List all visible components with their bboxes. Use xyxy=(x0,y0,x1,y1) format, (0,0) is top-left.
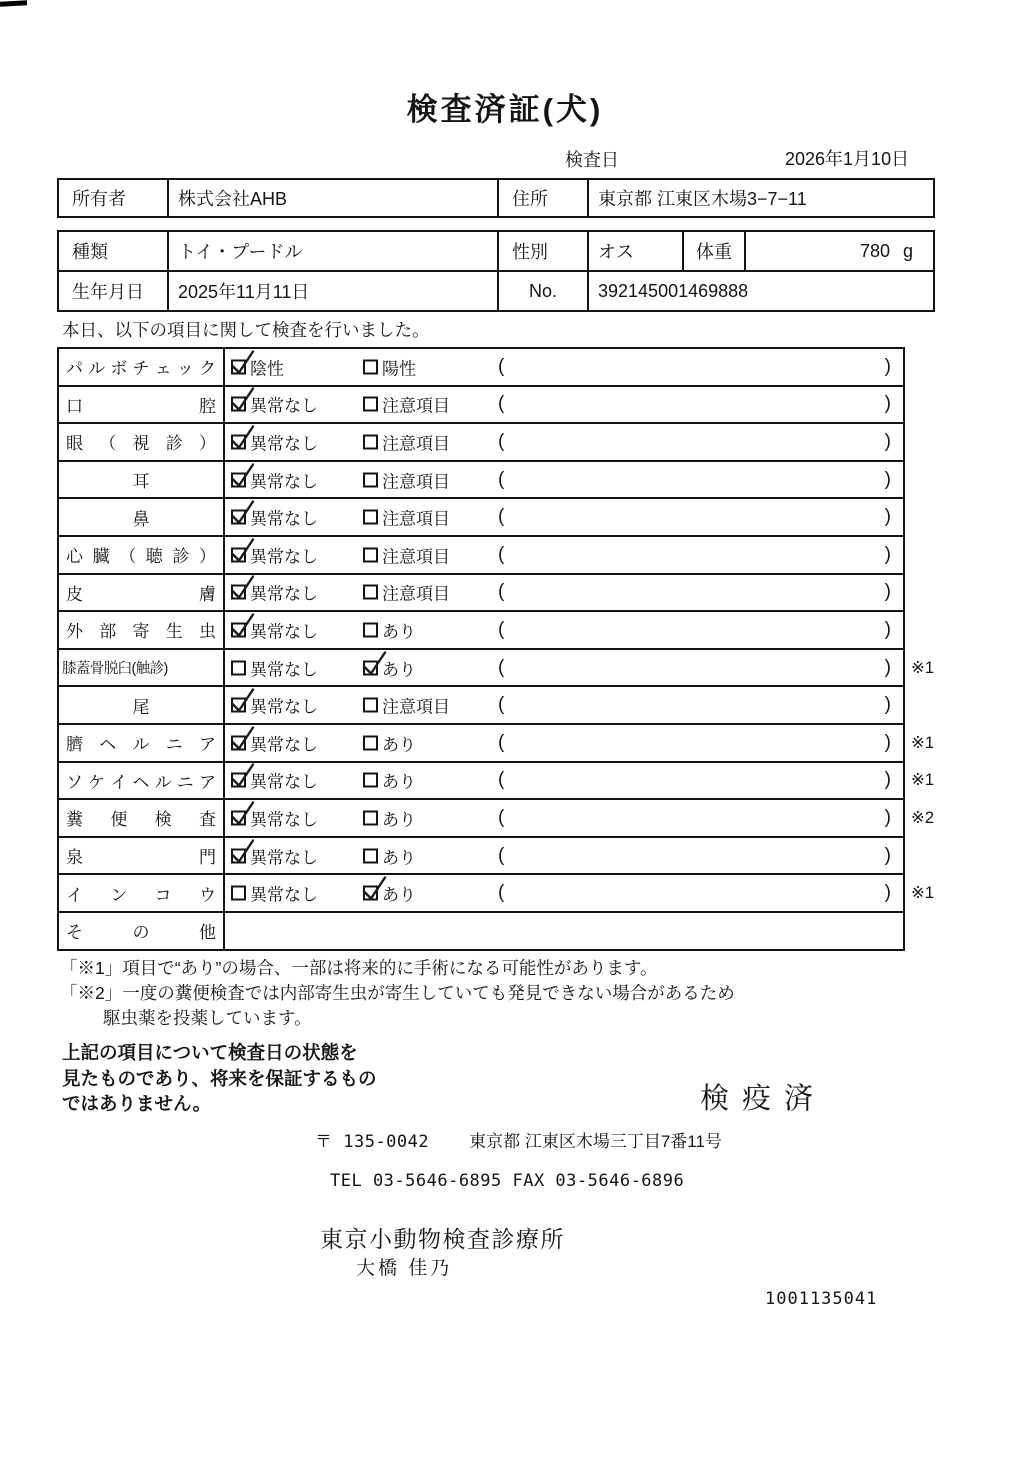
checkbox xyxy=(231,434,246,449)
checkmark-icon xyxy=(360,649,388,677)
checkbox xyxy=(363,848,378,863)
checklist-option xyxy=(231,580,318,605)
checkmark-icon xyxy=(228,837,256,865)
option-label: 異常なし xyxy=(250,772,318,792)
checklist-option xyxy=(363,693,450,718)
option-label: 異常なし xyxy=(250,885,318,905)
postal-code: 〒 135-0042 xyxy=(315,1132,430,1152)
checkmark-icon xyxy=(228,574,256,602)
option-label: 異常なし xyxy=(250,848,318,868)
checkbox xyxy=(363,547,378,562)
item-label: そ の 他 xyxy=(59,913,225,949)
checklist-row xyxy=(59,873,935,911)
disclaimer-block xyxy=(62,1040,377,1117)
checkbox xyxy=(231,585,246,600)
paren-close: ) xyxy=(884,430,891,452)
row-options xyxy=(225,650,903,686)
item-label: 外 部 寄 生 虫 xyxy=(59,612,225,648)
option-label: 注意項目 xyxy=(382,547,450,567)
checkmark-icon xyxy=(228,536,256,564)
checklist-option xyxy=(231,354,284,379)
checkbox xyxy=(363,472,378,487)
birth-value: 2025年11月11日 xyxy=(167,272,497,310)
row-options xyxy=(225,387,903,423)
page-title: 検査済証(犬) xyxy=(406,92,604,127)
checklist-table xyxy=(57,347,935,951)
checklist-option xyxy=(231,505,318,530)
checkmark-icon xyxy=(228,348,256,376)
option-label: あり xyxy=(382,885,416,905)
checklist-row xyxy=(59,685,903,723)
checkmark-icon xyxy=(360,875,388,903)
paren-open: ( xyxy=(498,506,505,528)
disclaimer-line-3: ではありません。 xyxy=(62,1093,212,1114)
paren-close: ) xyxy=(884,844,891,866)
item-label: 皮 膚 xyxy=(59,575,225,611)
option-label: あり xyxy=(382,772,416,792)
checklist-option xyxy=(231,617,318,642)
checkbox xyxy=(231,698,246,713)
paren-open: ( xyxy=(498,806,505,828)
item-label: 眼 （ 視 診 ） xyxy=(59,424,225,460)
row-options xyxy=(225,575,903,611)
clinic-name: 東京小動物検査診療所 xyxy=(320,1226,565,1252)
paren-open: ( xyxy=(498,355,505,377)
checkbox xyxy=(363,585,378,600)
checkbox xyxy=(363,622,378,637)
disclaimer-line-1: 上記の項目について検査日の状態を xyxy=(62,1042,358,1063)
weight-number: 780 xyxy=(859,240,890,261)
option-label: 異常なし xyxy=(250,622,318,642)
option-label: 注意項目 xyxy=(382,434,450,454)
checkbox xyxy=(363,810,378,825)
row-options xyxy=(225,612,903,648)
notes-block xyxy=(60,956,735,1031)
paren-close: ) xyxy=(884,618,891,640)
paren-close: ) xyxy=(884,581,891,603)
checklist-option xyxy=(363,580,450,605)
item-label: 心 臓 （ 聴 診 ） xyxy=(59,537,225,573)
checklist-option xyxy=(363,805,416,830)
checkbox xyxy=(231,848,246,863)
item-label: イ ン コ ウ xyxy=(59,875,225,911)
checkmark-icon xyxy=(228,762,256,790)
checklist-rows xyxy=(59,349,935,949)
row-options xyxy=(225,537,903,573)
row-options xyxy=(225,499,903,535)
checklist-option xyxy=(363,768,416,793)
serial-number: 1001135041 xyxy=(765,1289,878,1309)
checklist-option xyxy=(231,805,318,830)
checkbox xyxy=(231,547,246,562)
row-options xyxy=(225,349,903,385)
number-value: 392145001469888 xyxy=(587,272,933,310)
checkbox xyxy=(363,397,378,412)
item-label: 口 腔 xyxy=(59,387,225,423)
option-label: あり xyxy=(382,622,416,642)
checklist-row xyxy=(59,497,903,535)
row-options xyxy=(225,875,903,911)
checkbox xyxy=(231,773,246,788)
checkmark-icon xyxy=(228,461,256,489)
paren-close: ) xyxy=(884,506,891,528)
weight-label: 体重 xyxy=(682,232,744,270)
paren-open: ( xyxy=(498,656,505,678)
scan-artifact xyxy=(0,0,27,6)
option-label: 異常なし xyxy=(250,697,318,717)
checkmark-icon xyxy=(228,724,256,752)
checklist-row xyxy=(59,349,903,385)
checkmark-icon xyxy=(228,386,256,414)
checkbox xyxy=(231,735,246,750)
checkbox xyxy=(363,660,378,675)
veterinarian-name: 大橋 佳乃 xyxy=(356,1258,453,1279)
checkbox xyxy=(231,660,246,675)
option-label: あり xyxy=(382,848,416,868)
weight-unit: g xyxy=(902,240,913,261)
checklist-row xyxy=(59,761,935,799)
item-label: 糞 便 検 査 xyxy=(59,800,225,836)
address-label: 住所 xyxy=(497,180,587,216)
item-label: 尾 xyxy=(59,687,225,723)
checklist-option xyxy=(363,392,450,417)
checklist-row xyxy=(59,573,903,611)
checklist-option xyxy=(231,693,318,718)
item-label: ソ ケ イ ヘ ル ニ ア xyxy=(59,763,225,799)
checkmark-icon xyxy=(228,611,256,639)
option-label: 異常なし xyxy=(250,472,318,492)
paren-close: ) xyxy=(884,468,891,490)
row-options xyxy=(225,800,903,836)
checkbox xyxy=(231,886,246,901)
checklist-option xyxy=(231,881,318,906)
checklist-row xyxy=(59,385,903,423)
paren-close: ) xyxy=(884,694,891,716)
item-label: 鼻 xyxy=(59,499,225,535)
checklist-option xyxy=(363,354,416,379)
checkmark-icon xyxy=(228,423,256,451)
paren-open: ( xyxy=(498,618,505,640)
address-value: 東京都 江東区木場3−7−11 xyxy=(587,180,933,216)
checklist-row xyxy=(59,535,903,573)
checklist-option xyxy=(363,730,416,755)
paren-open: ( xyxy=(498,769,505,791)
checklist-option xyxy=(363,617,416,642)
checklist-row xyxy=(59,460,903,498)
checkbox xyxy=(363,359,378,374)
checklist-row xyxy=(59,723,935,761)
checkbox xyxy=(231,397,246,412)
option-label: 注意項目 xyxy=(382,509,450,529)
owner-value: 株式会社AHB xyxy=(167,180,497,216)
paren-close: ) xyxy=(884,393,891,415)
checklist-row xyxy=(59,798,935,836)
option-label: 異常なし xyxy=(250,434,318,454)
option-label: 異常なし xyxy=(250,547,318,567)
checkmark-icon xyxy=(228,687,256,715)
checkbox xyxy=(231,810,246,825)
ref-note: ※2 xyxy=(911,808,935,827)
owner-label: 所有者 xyxy=(72,189,126,209)
option-label: 異常なし xyxy=(250,660,318,680)
row-options xyxy=(225,725,903,761)
note-1: 「※1」項目で“あり”の場合、一部は将来的に手術になる可能性があります。 xyxy=(60,958,658,978)
ref-note: ※1 xyxy=(911,733,935,752)
paren-open: ( xyxy=(498,543,505,565)
note-2-continued: 駆虫薬を投薬しています。 xyxy=(103,1008,312,1028)
clinic-address: 東京都 江東区木場三丁目7番11号 xyxy=(469,1132,722,1151)
ref-note: ※1 xyxy=(911,884,935,903)
option-label: 異常なし xyxy=(250,735,318,755)
number-label: No. xyxy=(497,272,587,310)
paren-close: ) xyxy=(884,656,891,678)
ref-note: ※1 xyxy=(911,658,935,677)
item-label: 膝蓋骨脱臼(触診) xyxy=(59,650,225,686)
checkbox xyxy=(363,510,378,525)
checklist-option xyxy=(231,429,318,454)
paren-close: ) xyxy=(884,882,891,904)
paren-close: ) xyxy=(884,355,891,377)
paren-open: ( xyxy=(498,844,505,866)
birth-label: 生年月日 xyxy=(72,282,144,302)
quarantine-stamp: 検疫済 xyxy=(700,1083,827,1115)
checklist-option xyxy=(363,467,450,492)
checkbox xyxy=(363,886,378,901)
checklist-row xyxy=(59,648,935,686)
option-label: 注意項目 xyxy=(382,396,450,416)
checklist-option xyxy=(231,655,318,680)
checklist-option xyxy=(231,730,318,755)
checklist-option xyxy=(231,768,318,793)
option-label: 注意項目 xyxy=(382,472,450,492)
item-label: 泉 門 xyxy=(59,838,225,874)
sex-value: オス xyxy=(587,232,682,270)
checkbox xyxy=(231,359,246,374)
checklist-row xyxy=(59,422,903,460)
checklist-option xyxy=(231,542,318,567)
row-options xyxy=(225,462,903,498)
ref-note: ※1 xyxy=(911,771,935,790)
checklist-option xyxy=(363,655,416,680)
paren-open: ( xyxy=(498,694,505,716)
disclaimer-line-2: 見たものであり、将来を保証するもの xyxy=(62,1067,377,1089)
checkbox xyxy=(363,698,378,713)
row-options xyxy=(225,913,903,949)
option-label: あり xyxy=(382,735,416,755)
breed-label: 種類 xyxy=(72,242,108,262)
intro-text: 本日、以下の項目に関して検査を行いました。 xyxy=(62,320,430,340)
checkbox xyxy=(231,472,246,487)
checkmark-icon xyxy=(228,799,256,827)
paren-open: ( xyxy=(498,430,505,452)
paren-open: ( xyxy=(498,468,505,490)
paren-close: ) xyxy=(884,731,891,753)
row-options xyxy=(225,763,903,799)
checklist-option xyxy=(363,881,416,906)
note-2: 「※2」一度の糞便検査では内部寄生虫が寄生していても発見できない場合があるため xyxy=(60,983,735,1003)
paren-close: ) xyxy=(884,806,891,828)
paren-open: ( xyxy=(498,581,505,603)
clinic-address-line xyxy=(315,1127,722,1152)
paren-open: ( xyxy=(498,393,505,415)
checkbox xyxy=(363,773,378,788)
inspection-date-label: 検査日 xyxy=(565,150,619,170)
checklist-option xyxy=(363,429,450,454)
checkbox xyxy=(231,622,246,637)
checklist-option xyxy=(231,392,318,417)
weight-value xyxy=(744,232,933,270)
owner-table xyxy=(57,178,935,218)
item-label: パ ル ボ チ ェ ッ ク xyxy=(59,349,225,385)
checklist-option xyxy=(363,505,450,530)
breed-value: トイ・プードル xyxy=(167,232,497,270)
option-label: あり xyxy=(382,810,416,830)
inspection-date-value: 2026年1月10日 xyxy=(785,149,910,169)
checklist-row xyxy=(59,911,903,949)
checklist-row xyxy=(59,836,903,874)
row-options xyxy=(225,424,903,460)
paren-close: ) xyxy=(884,543,891,565)
paren-open: ( xyxy=(498,731,505,753)
paren-close: ) xyxy=(884,769,891,791)
checklist-option xyxy=(363,843,416,868)
checkbox xyxy=(363,735,378,750)
option-label: 異常なし xyxy=(250,584,318,604)
option-label: 異常なし xyxy=(250,509,318,529)
option-label: 陽性 xyxy=(382,359,416,379)
pet-info-table xyxy=(57,230,935,312)
item-label: 臍 ヘ ル ニ ア xyxy=(59,725,225,761)
sex-label: 性別 xyxy=(497,232,587,270)
checkbox xyxy=(363,434,378,449)
option-label: 陰性 xyxy=(250,359,284,379)
checklist-option xyxy=(231,843,318,868)
checkmark-icon xyxy=(228,499,256,527)
checkbox xyxy=(231,510,246,525)
row-options xyxy=(225,838,903,874)
option-label: あり xyxy=(382,660,416,680)
tel-fax-line: TEL 03-5646-6895 FAX 03-5646-6896 xyxy=(330,1171,685,1191)
option-label: 異常なし xyxy=(250,396,318,416)
option-label: 注意項目 xyxy=(382,697,450,717)
option-label: 異常なし xyxy=(250,810,318,830)
row-options xyxy=(225,687,903,723)
checklist-row xyxy=(59,610,903,648)
checklist-option xyxy=(363,542,450,567)
checklist-option xyxy=(231,467,318,492)
paren-open: ( xyxy=(498,882,505,904)
option-label: 注意項目 xyxy=(382,584,450,604)
item-label: 耳 xyxy=(59,462,225,498)
